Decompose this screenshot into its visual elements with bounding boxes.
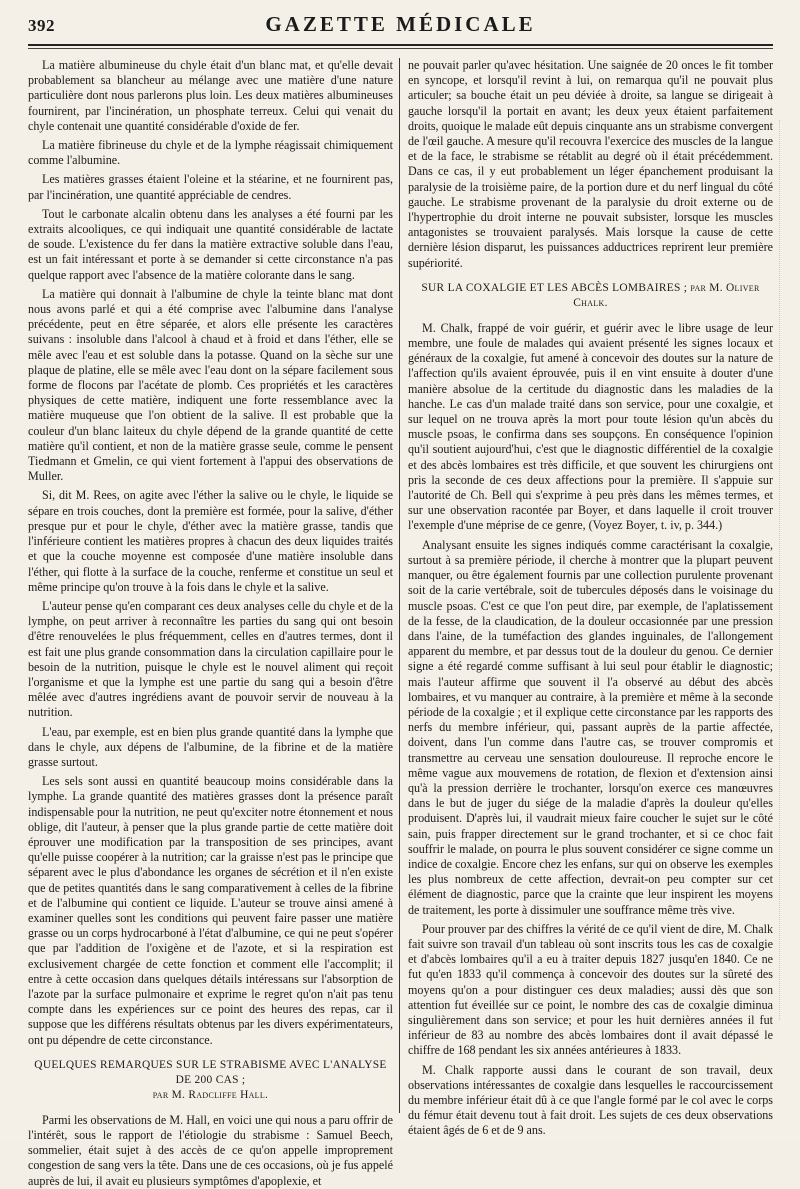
paragraph: Pour prouver par des chiffres la vérité de ce qu'il vient de dire, M. Chalk fait suivre son travail d'un tableau où sont inscrits tous les cas de coxalgie et d'abcès lombaires qu'il a eu à traiter depuis 1827 jusqu'en 1840. Ce ne fut qu'en 1833 qu'il commença à concevoir des doutes sur la sûreté des moyens qu'on a pour distinguer ces deux maladies; aussi dès que son attention fut éveillée sur ce point, le nombre des cas de coxalgie diminua singulièrement dans son service; et pour les huit dernières années il fut inférieur de 83 au nombre des abcès lombaires dont il avait dépassé le chiffre de 168 pendant les six années antérieures à 1833.	[408, 921, 773, 1058]
paragraph: ne pouvait parler qu'avec hésitation. Une saignée de 20 onces le fit tomber en syncope, et lorsqu'il revint à lui, on remarqua qu'il ne pouvait plus articuler; sa bouche était un peu déviée à droite, sa langue se dirigeait à gauche lorsqu'il la portait en avant; les deux yeux étaient parfaitement droits, quoique le malade eût depuis cinquante ans un strabisme convergent de l'œil gauche. A mesure qu'il recouvra l'exercice des muscles de la langue et de la face, le strabisme se rétablit au degré où il était précédemment. Dans ce cas, il y eut probablement un léger épanchement produisant la paralysie de la troisième paire, de la portion dure et du nerf lingual du côté gauche. Le strabisme provenant de la paralysie du droit externe ou de l'hypertrophie du droit interne ne pouvait subsister, lorsque les muscles antagonistes se trouvaient paralysés. Mais lorsque la cause de cette dernière lésion disparut, les puissances adductrices reprirent leur première supériorité.	[408, 58, 773, 270]
header-rule	[28, 44, 773, 46]
page-header	[28, 8, 773, 42]
paragraph: Si, dit M. Rees, on agite avec l'éther la salive ou le chyle, le liquide se sépare en trois couches, dont la première est formée, pour la salive, d'éther presque pur et pour le chyle, d'éther avec la matière grasse, tandis que l'inférieure contient les matières propres à chacun des deux liquides traités et que la couche moyenne est composée d'une matière insoluble dans l'éther, qui flotte à la surface de la couche, renferme et constitue un seul et même principe qu'on trouve à la fois dans le chyle et la salive.	[28, 488, 393, 594]
section-title: QUELQUES REMARQUES SUR LE STRABISME AVEC L'ANALYSE DE 200 CAS ;	[34, 1058, 387, 1086]
paragraph: La matière qui donnait à l'albumine de chyle la teinte blanc mat dont nous avons parlé et qui a été comprise avec l'albumine dans l'analyse précédente, peut en être séparée, et alors elle présente les caractères suivans : insoluble dans l'alcool à chaud et à froid et dans l'éther, elle se mêle avec l'eau et est soluble dans la potasse. Quand on la sèche sur une plaque de platine, elle se mêle avec l'eau dont on la sépare facilement sous forme de flocons par l'acétate de plomb. Ces propriétés et les caractères physiques de cette matière, indiquent une forte ressemblance avec la matière muqueuse que l'on obtient de la salive. Il est probable que la couleur d'un blanc laiteux du chyle dépend de la grande quantité de cette matière qu'il contient, et non de la matière grasse seule, comme le pensent Tiedmann et Gmelin, ce qui vient fortement à l'appui des observations de Muller.	[28, 286, 393, 484]
right-column	[408, 58, 774, 1138]
paragraph: M. Chalk, frappé de voir guérir, et guérir avec le libre usage de leur membre, une foule de malades qui avaient présenté les signes locaux et généraux de la coxalgie, fut amené à concevoir des doutes sur la nature de l'affection qu'ils avaient éprouvée, puis il en vint ensuite à douter d'une manière absolue de la certitude du diagnostic dans les maladies de la hanche. Le cas d'un malade traité dans son service, pour une coxalgie, et sur lequel on ne trouva après la mort pour toute lésion qu'un abcès du muscle psoas, le confirma dans ses soupçons. En conséquence l'opinion qu'il soutient aujourd'hui, c'est que le diagnostic différentiel de la coxalgie et des abcès lombaires est très difficile, et que souvent les chirurgiens ont pris la seconde de ces deux affections pour la première. Il s'appuie sur l'autorité de Ch. Bell qui s'exprime à peu près dans les mêmes termes, et sur une observation racontée par Boyer, et dans laquelle il croit trouver l'exemple d'une méprise de ce genre, (Voyez Boyer, t. iv, p. 344.)	[408, 320, 773, 533]
header-rule-thin	[28, 48, 773, 49]
paragraph: Parmi les observations de M. Hall, en voici une qui nous a paru offrir de l'intérêt, sous le rapport de l'étiologie du strabisme : Samuel Beech, sommelier, était sujet à des accès de ce qu'on appelle improprement congestion de sang vers la tête. Dans une de ces occasions, où je fus appelé auprès de lui, il avait eu plusieurs symptômes d'apoplexie, et	[28, 1112, 393, 1188]
paragraph: L'auteur pense qu'en comparant ces deux analyses celle du chyle et de la lymphe, on peut arriver à reconnaître les parties du sang qui ont besoin d'être renouvelées le plus fréquemment, celles en d'autres termes, dont il est fait une plus grande consommation dans la circulation capillaire pour le besoin de la nutrition, puisque le chyle est le nouvel aliment qui reçoit l'organisme et que la lymphe est une partie du sang qui a besoin d'être mêlée avec d'autres ingrédiens avant de pouvoir servir de nouveau à la nutrition.	[28, 598, 393, 720]
running-title: GAZETTE MÉDICALE	[265, 12, 536, 36]
page-number: 392	[28, 16, 55, 35]
left-column	[28, 58, 393, 1188]
paragraph: Les matières grasses étaient l'oleine et la stéarine, et ne fournirent pas, par l'incinération, une quantité appréciable de cendres.	[28, 172, 393, 202]
paragraph: Tout le carbonate alcalin obtenu dans les analyses a été fourni par les extraits alcooliques, ce qui indiquait une quantité considérable de lactate de soude. L'existence du fer dans la matière extractive soluble dans l'eau, est un fait intéressant et porte à se demander si cette circonstance n'a pas quelque rapport avec l'absence de la matière colorante dans le sang.	[28, 206, 393, 282]
paragraph: La matière fibrineuse du chyle et de la lymphe réagissait chimiquement comme l'albumine.	[28, 138, 393, 168]
paragraph: M. Chalk rapporte aussi dans le courant de son travail, deux observations intéressantes de coxalgie dans lesquelles le raccourcissement du membre inférieur était dû à ce que l'angle formé par le col avec le corps du fémur était devenu tout à fait droit. Les sujets de ces deux observations étaient âgés de 6 et de 9 ans.	[408, 1062, 773, 1138]
section-heading-strabisme	[28, 1058, 393, 1103]
paragraph: La matière albumineuse du chyle était d'un blanc mat, et qu'elle devait probablement sa blancheur au mélange avec une matière d'une nature particulière dont nous parlerons plus loin. Les deux matières albumineuses fournirent, par l'incinération, un phosphate terreux. Celui qui venait du chyle contenait une quantité considérable d'oxide de fer.	[28, 58, 393, 133]
paragraph: Les sels sont aussi en quantité beaucoup moins considérable dans la lymphe. La grande quantité des matières grasses dont la présence paraît indispensable pour la nutrition, ne peut qu'exciter notre étonnement et nous oblige, dit l'auteur, à penser que la plus grande partie de cette matière doit éprouver une modification par la transposition de ses principes, avant qu'elle puisse coopérer à la nutrition; car la graisse n'est pas le principe que séparent avec le plus d'abondance les organes de sécrétion et il n'en existe que de petites quantités dans le sang comparativement à celles de la fibrine et de l'albumine qui contient ce liquide. L'auteur se trouve ainsi amené à examiner quelles sont les conditions qui peuvent faire passer une matière grasse ou un corps hydrocarboné à l'état d'albumine, ce qui ne peut s'opérer que par l'addition de l'oxigène et de l'azote, et si la respiration est exclusivement chargée de cette fonction et comment elle l'accomplit; il entre à cette occasion dans quelques détails intéressans sur l'absorption de l'azote par la surface pulmonaire et exprime le regret qu'on n'ait pas tenu compte dans les expériences sur ce point des heures des repas, car il suppose que les différens résultats obtenus par les divers expérimentateurs, ont pu dépendre de cette circonstance.	[28, 774, 393, 1047]
page-edge-shadow	[779, 120, 794, 1020]
section-title: SUR LA COXALGIE ET LES ABCÈS LOMBAIRES ; par M. Oliver Chalk.	[421, 281, 760, 309]
paragraph: L'eau, par exemple, est en bien plus grande quantité dans la lymphe que dans le chyle, aux dépens de l'albumine, de la fibrine et de la matière grasse surtout.	[28, 724, 393, 769]
paragraph: Analysant ensuite les signes indiqués comme caractérisant la coxalgie, surtout à sa première période, il cherche à montrer que la plupart peuvent manquer, ou être également fournis par une collection purulente provenant soit de la carie vertébrale, soit de tubercules déposés dans le voisinage du muscle psoas. C'est ce que l'on peut dire, par exemple, de l'aplatissement de la fesse, de la claudication, de la douleur occasionnée par une pression dans l'aine, de la tuméfaction des glandes inguinales, de l'allongement apparent du membre, et par dessus tout de la douleur du genou. Ce dernier signe a été regardé comme suffisant à lui seul pour établir le diagnostic; mais l'auteur affirme que souvent il l'a observé au début des abcès lombaires, et vu manquer au contraire, à la première et même à la seconde période de la coxalgie ; et il explique cette circonstance par les rapports des nerfs du membre inférieur, qui, passant auprès de la partie affectée, doivent, dans l'un comme dans l'autre cas, se trouver compromis et transmettre au cerveau une sensation douloureuse. Il reproche encore le même vague aux mouvemens de rotation, de flexion et d'extension ainsi qu'à la pression derrière le trochanter, lorsqu'on exerce ces manœuvres dans le but de juger du siége de la maladie d'après la douleur qu'elles produisent. D'après lui, il vaudrait mieux faire coucher le sujet sur le côté sain, puis frapper directement sur le grand trochanter, et si ce choc fait souffrir le malade, on pourra le plus souvent considérer ce signe comme un indice de coxalgie. Encore chez les enfans, sur qui on observe les exemples les plus nombreux de cette affection, devrait-on peu compter sur cet élément de diagnostic, parce que la crainte que leur inspirent les moyens de traitement, les porte à dissimuler une souffrance même très vive.	[408, 537, 774, 917]
section-byline: par M. Radcliffe Hall.	[152, 1088, 269, 1101]
section-heading-coxalgie	[408, 281, 773, 311]
column-divider	[399, 58, 400, 1113]
